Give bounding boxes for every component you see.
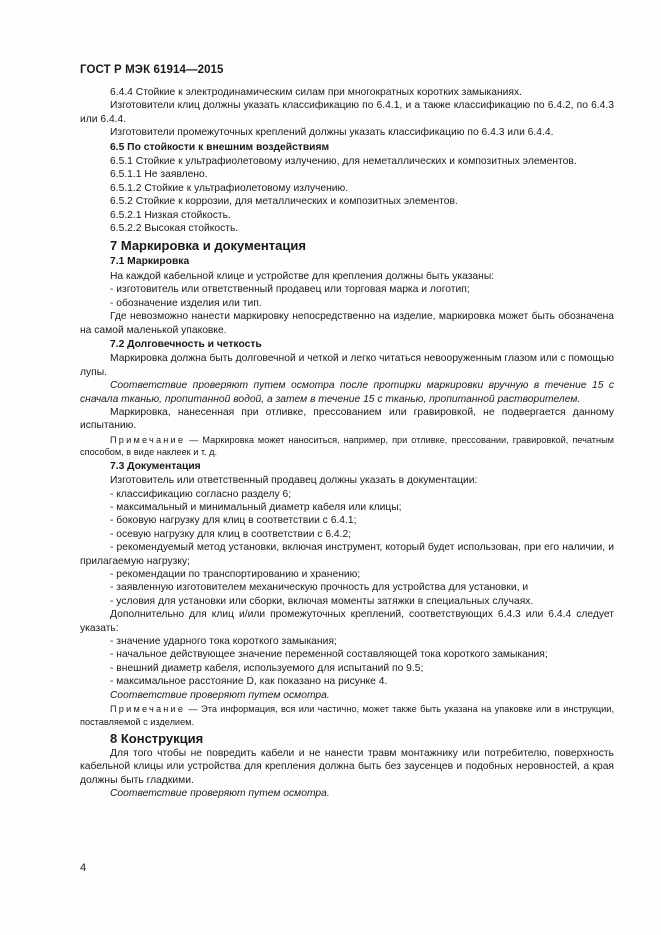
list-item: - внешний диаметр кабеля, используемого для испытаний по 9.5; [110,662,424,674]
list-item: - изготовитель или ответственный продавец или торговая марка и логотип; [110,284,470,296]
marking-intro: На каждой кабельной клице и устройстве для крепления должны быть указаны: [110,270,495,282]
clause-6-5-1-2: 6.5.1.2 Стойкие к ультрафиолетовому излучению. [110,182,349,194]
clause-6-4-4: 6.4.4 Стойкие к электродинамическим силам при многократных коротких замыканиях. [110,87,523,98]
section-7-title: 7 Маркировка и документация [110,238,306,254]
clamp-classification-para: Изготовители клиц должны указать классификацию по 6.4.1, и а также классификацию по 6.4.2, по 6.4.3 или 6.4.4. [80,100,614,125]
clause-6-5-2-2: 6.5.2.2 Высокая стойкость. [110,223,239,235]
note-label: Примечание [110,704,186,715]
list-item: - максимальный и минимальный диаметр кабеля или клицы; [110,501,402,513]
list-item: - заявленную изготовителем механическую прочность для устройства для установки, и [110,582,529,594]
list-item: - боковую нагрузку для клиц в соответствии с 6.4.1; [110,515,357,527]
moulded-marking-para: Маркировка, нанесенная при отливке, прессованием или гравировкой, не подвергается данному испытанию. [80,406,614,432]
documentation-check-para: Соответствие проверяют путем осмотра. [110,689,330,701]
list-item: - максимальное расстояние D, как показано на рисунке 4. [110,676,388,688]
standard-header: ГОСТ Р МЭК 61914—2015 [80,64,224,76]
durability-check-para: Соответствие проверяют путем осмотра после протирки маркировки вручную в течение 15 с сначала тканью, пропитанной водой, а затем в течение 15 с тканью, пропитанной растворителем. [80,380,614,405]
construction-check-para: Соответствие проверяют путем осмотра. [110,788,330,800]
document-body [80,86,614,801]
heading-7-3: 7.3 Документация [110,460,201,472]
list-item: - значение ударного тока короткого замыкания; [110,636,337,648]
heading-6-5: 6.5 По стойкости к внешним воздействиям [110,141,330,153]
intermediate-classification-para: Изготовители промежуточных креплений должны указать классификацию по 6.4.3 или 6.4.4. [110,127,554,139]
note-text: — Эта информация, вся или частично, может также быть указана на упаковке или в инструкции, поставляемой с изделием. [80,704,614,727]
page-number: 4 [80,862,87,874]
heading-7-1: 7.1 Маркировка [110,256,190,268]
list-item: - осевую нагрузку для клиц в соответствии с 6.4.2; [110,528,352,540]
clause-6-5-2-1: 6.5.2.1 Низкая стойкость. [110,209,231,221]
note-7-2 [80,434,614,459]
note-text: — Маркировка может наноситься, например, при отливке, прессовании, гравировкой, печатным способом, в виде наклеек и т. д. [80,434,614,458]
construction-para: Для того чтобы не повредить кабели и не нанести травм монтажнику или потребителю, поверхность кабельной клицы или устройства для крепления должна быть без заусенцев и подобных неровностей, а края должны быть гладкими. [80,748,614,786]
durability-para: Маркировка должна быть долговечной и четкой и легко читаться невооруженным глазом или с помощью лупы. [80,353,614,378]
list-item: - условия для установки или сборки, включая моменты затяжки в специальных случаях. [110,595,534,607]
list-item: - рекомендации по транспортированию и хранению; [110,569,361,580]
heading-7-2: 7.2 Долговечность и четкость [110,338,262,350]
clause-6-5-2: 6.5.2 Стойкие к коррозии, для металлических и композитных элементов. [110,196,458,208]
note-7-3 [80,703,614,728]
list-item: - начальное действующее значение переменной составляющей тока короткого замыкания; [110,649,548,661]
section-8-title: 8 Конструкция [110,731,204,747]
list-item: - классификацию согласно разделу 6; [110,488,292,500]
documentation-intro: Изготовитель или ответственный продавец должны указать в документации: [110,475,478,487]
note-label: Примечание [110,434,186,445]
clause-6-5-1: 6.5.1 Стойкие к ультрафиолетовому излучению, для неметаллических и композитных элементов. [110,156,577,168]
list-item: - рекомендуемый метод установки, включая инструмент, который будет использован, при его наличии, и прилагаемую нагрузку; [80,542,614,567]
clause-6-5-1-1: 6.5.1.1 Не заявлено. [110,169,208,181]
additional-info-para: Дополнительно для клиц и/или промежуточных креплений, соответствующих 6.4.3 или 6.4.4 следует указать: [80,609,614,634]
list-item: - обозначение изделия или тип. [110,297,262,309]
marking-packaging-para: Где невозможно нанести маркировку непосредственно на изделие, маркировка может быть обозначена на самой маленькой упаковке. [80,311,614,336]
